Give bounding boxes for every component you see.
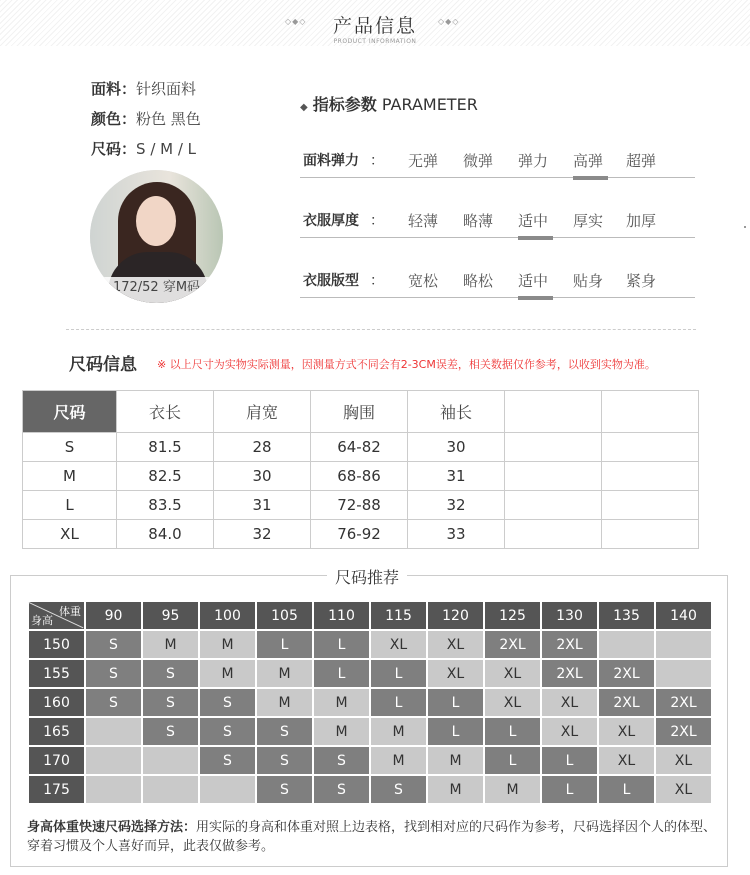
size-cell — [505, 491, 602, 520]
recommend-cell: S — [257, 747, 312, 774]
size-cell — [602, 491, 699, 520]
param-option: 厚实 — [573, 212, 604, 230]
param-title-cn: 指标参数 — [312, 95, 377, 114]
section-divider — [66, 329, 696, 330]
table-row — [23, 491, 699, 520]
recommend-cell: S — [257, 718, 312, 745]
recommend-cell: M — [257, 660, 312, 687]
recommend-cell: XL — [428, 631, 483, 658]
recommend-cell: M — [371, 718, 426, 745]
recommend-cell: 2XL — [542, 631, 597, 658]
size-cell: 64-82 — [311, 433, 408, 462]
param-selected-marker — [573, 176, 608, 180]
recommend-cell: M — [371, 747, 426, 774]
recommend-cell: M — [314, 718, 369, 745]
recommend-cell — [143, 747, 198, 774]
param-colon: ： — [370, 213, 384, 229]
recommend-cell: L — [314, 660, 369, 687]
size-header-cell: 肩宽 — [214, 391, 311, 433]
recommend-note-text: 用实际的身高和体重对照上边表格，找到相对应的尺码作为参考，尺码选择因个人的体型、穿着习惯及个人喜好而异，此表仅做参考。 — [27, 820, 717, 854]
recommend-cell: S — [143, 718, 198, 745]
recommend-cell: L — [542, 776, 597, 803]
size-header-cell: 胸围 — [311, 391, 408, 433]
param-title-en: PARAMETER — [381, 95, 478, 114]
size-cell: 84.0 — [117, 520, 214, 549]
param-colon: ： — [370, 273, 384, 289]
recommend-cell: M — [200, 631, 255, 658]
fabric-value: 针织面料 — [136, 80, 197, 98]
param-row — [300, 210, 695, 238]
height-header-cell: 170 — [29, 747, 84, 774]
param-row — [300, 150, 695, 178]
recommend-cell: XL — [599, 718, 654, 745]
recommend-corner — [29, 602, 84, 629]
table-row — [23, 520, 699, 549]
param-option: 适中 — [518, 272, 549, 290]
recommend-header-row — [29, 602, 711, 629]
size-header-cell: 衣长 — [117, 391, 214, 433]
recommend-cell: S — [200, 747, 255, 774]
size-cell: 68-86 — [311, 462, 408, 491]
recommend-cell: L — [542, 747, 597, 774]
recommend-cell: L — [257, 631, 312, 658]
diamond-icon: ◆ — [300, 102, 308, 113]
table-row — [23, 433, 699, 462]
recommend-cell: S — [143, 689, 198, 716]
param-label: 衣服厚度 — [303, 213, 359, 229]
recommend-cell: M — [428, 747, 483, 774]
recommend-cell — [86, 718, 141, 745]
edge-dot — [744, 226, 746, 228]
recommend-title: 尺码推荐 — [327, 565, 407, 588]
recommend-cell — [86, 747, 141, 774]
weight-header-cell: 135 — [599, 602, 654, 629]
param-row — [300, 270, 695, 298]
size-cell — [505, 462, 602, 491]
recommend-cell: L — [485, 718, 540, 745]
size-cell: M — [23, 462, 117, 491]
param-label: 衣服版型 — [303, 273, 359, 289]
size-cell — [505, 433, 602, 462]
size-header-cell: 袖长 — [408, 391, 505, 433]
size-cell: 83.5 — [117, 491, 214, 520]
color-value: 粉色 黑色 — [136, 110, 201, 128]
recommend-cell: L — [428, 718, 483, 745]
model-caption: 172/52 穿M码 — [90, 277, 223, 303]
param-option: 宽松 — [408, 272, 439, 290]
height-header-cell: 155 — [29, 660, 84, 687]
size-header-cell — [602, 391, 699, 433]
recommend-cell: 2XL — [656, 689, 711, 716]
size-cell — [602, 433, 699, 462]
weight-header-cell: 130 — [542, 602, 597, 629]
recommend-cell: 2XL — [542, 660, 597, 687]
size-value: S / M / L — [136, 140, 197, 158]
header-ornament-left: ◇◆◇ — [285, 17, 307, 26]
fabric-info: 面料：针织面料 — [91, 80, 197, 98]
param-option: 略薄 — [463, 212, 494, 230]
weight-header-cell: 95 — [143, 602, 198, 629]
param-selected-marker — [518, 236, 553, 240]
weight-header-cell: 110 — [314, 602, 369, 629]
table-row — [29, 689, 711, 716]
table-row — [29, 747, 711, 774]
recommend-cell: M — [200, 660, 255, 687]
weight-header-cell: 90 — [86, 602, 141, 629]
size-cell: 32 — [214, 520, 311, 549]
recommend-cell: 2XL — [656, 718, 711, 745]
height-header-cell: 160 — [29, 689, 84, 716]
recommend-cell — [656, 631, 711, 658]
recommend-cell: S — [86, 631, 141, 658]
table-row — [29, 718, 711, 745]
recommend-cell: S — [86, 660, 141, 687]
size-cell: 31 — [408, 462, 505, 491]
recommend-cell: XL — [599, 747, 654, 774]
model-avatar — [90, 170, 223, 303]
recommend-cell: XL — [485, 689, 540, 716]
recommend-note-title: 身高体重快速尺码选择方法： — [27, 820, 197, 835]
size-cell: L — [23, 491, 117, 520]
recommend-cell: M — [428, 776, 483, 803]
recommend-cell — [143, 776, 198, 803]
size-cell: 30 — [214, 462, 311, 491]
recommend-cell: S — [200, 689, 255, 716]
recommend-cell: 2XL — [599, 660, 654, 687]
recommend-cell: L — [314, 631, 369, 658]
size-cell: 81.5 — [117, 433, 214, 462]
size-cell: 32 — [408, 491, 505, 520]
table-row — [23, 462, 699, 491]
recommend-cell: M — [314, 689, 369, 716]
header-ornament-right: ◇◆◇ — [438, 17, 460, 26]
recommend-note — [27, 818, 717, 856]
size-cell — [602, 462, 699, 491]
recommend-cell: S — [257, 776, 312, 803]
recommend-table — [27, 600, 713, 805]
height-header-cell: 175 — [29, 776, 84, 803]
recommend-cell: L — [371, 689, 426, 716]
recommend-cell: XL — [656, 776, 711, 803]
corner-height-label: 身高 — [31, 614, 53, 627]
size-label: 尺码 — [91, 140, 122, 158]
recommend-cell: XL — [485, 660, 540, 687]
recommend-cell: XL — [542, 689, 597, 716]
recommend-cell: XL — [371, 631, 426, 658]
size-cell: 76-92 — [311, 520, 408, 549]
fabric-label: 面料 — [91, 80, 122, 98]
recommend-cell: L — [371, 660, 426, 687]
weight-header-cell: 115 — [371, 602, 426, 629]
size-table-header — [23, 391, 699, 433]
size-cell: 28 — [214, 433, 311, 462]
param-option: 超弹 — [626, 152, 657, 170]
param-option: 贴身 — [573, 272, 604, 290]
recommend-cell — [86, 776, 141, 803]
recommend-cell — [599, 631, 654, 658]
size-cell — [602, 520, 699, 549]
param-title — [300, 92, 478, 115]
color-label: 颜色 — [91, 110, 122, 128]
weight-header-cell: 120 — [428, 602, 483, 629]
recommend-cell: L — [428, 689, 483, 716]
recommend-cell — [656, 660, 711, 687]
weight-header-cell: 125 — [485, 602, 540, 629]
size-cell: 33 — [408, 520, 505, 549]
param-option: 弹力 — [518, 152, 549, 170]
recommend-cell: S — [200, 718, 255, 745]
recommend-cell: M — [257, 689, 312, 716]
page-title: 产品信息 — [332, 15, 417, 37]
size-cell: 72-88 — [311, 491, 408, 520]
param-option: 高弹 — [573, 152, 604, 170]
param-option: 紧身 — [626, 272, 657, 290]
size-info-line: 尺码：S / M / L — [91, 140, 197, 158]
page-subtitle: PRODUCT INFORMATION — [333, 38, 417, 45]
recommend-cell: S — [371, 776, 426, 803]
weight-header-cell: 105 — [257, 602, 312, 629]
recommend-cell: M — [485, 776, 540, 803]
recommend-cell: S — [314, 776, 369, 803]
size-header-cell — [505, 391, 602, 433]
param-option: 轻薄 — [408, 212, 439, 230]
weight-header-cell: 100 — [200, 602, 255, 629]
param-option: 无弹 — [408, 152, 439, 170]
size-cell: XL — [23, 520, 117, 549]
table-row — [29, 776, 711, 803]
param-option: 加厚 — [626, 212, 657, 230]
table-row — [29, 631, 711, 658]
param-option: 略松 — [463, 272, 494, 290]
recommend-cell: S — [314, 747, 369, 774]
param-label: 面料弹力 — [303, 153, 359, 169]
recommend-cell — [200, 776, 255, 803]
recommend-cell: XL — [428, 660, 483, 687]
recommend-cell: L — [599, 776, 654, 803]
color-info: 颜色：粉色 黑色 — [91, 110, 201, 128]
size-cell — [505, 520, 602, 549]
recommend-cell: S — [86, 689, 141, 716]
recommend-cell: S — [143, 660, 198, 687]
height-header-cell: 165 — [29, 718, 84, 745]
param-colon: ： — [370, 153, 384, 169]
recommend-cell: 2XL — [485, 631, 540, 658]
recommend-cell: L — [485, 747, 540, 774]
size-table-note: ※ 以上尺寸为实物实际测量，因测量方式不同会有2-3CM误差，相关数据仅作参考，以收到实物为准。 — [157, 358, 656, 371]
corner-weight-label: 体重 — [59, 605, 81, 618]
param-option: 微弹 — [463, 152, 494, 170]
recommend-cell: XL — [656, 747, 711, 774]
size-cell: 82.5 — [117, 462, 214, 491]
size-header-cell: 尺码 — [23, 391, 117, 433]
size-table — [22, 390, 699, 549]
recommend-cell: M — [143, 631, 198, 658]
recommend-cell: 2XL — [599, 689, 654, 716]
height-header-cell: 150 — [29, 631, 84, 658]
recommend-cell: XL — [542, 718, 597, 745]
param-option: 适中 — [518, 212, 549, 230]
size-cell: S — [23, 433, 117, 462]
size-cell: 31 — [214, 491, 311, 520]
size-cell: 30 — [408, 433, 505, 462]
size-table-title: 尺码信息 — [69, 355, 137, 375]
table-row — [29, 660, 711, 687]
weight-header-cell: 140 — [656, 602, 711, 629]
param-selected-marker — [518, 296, 553, 300]
